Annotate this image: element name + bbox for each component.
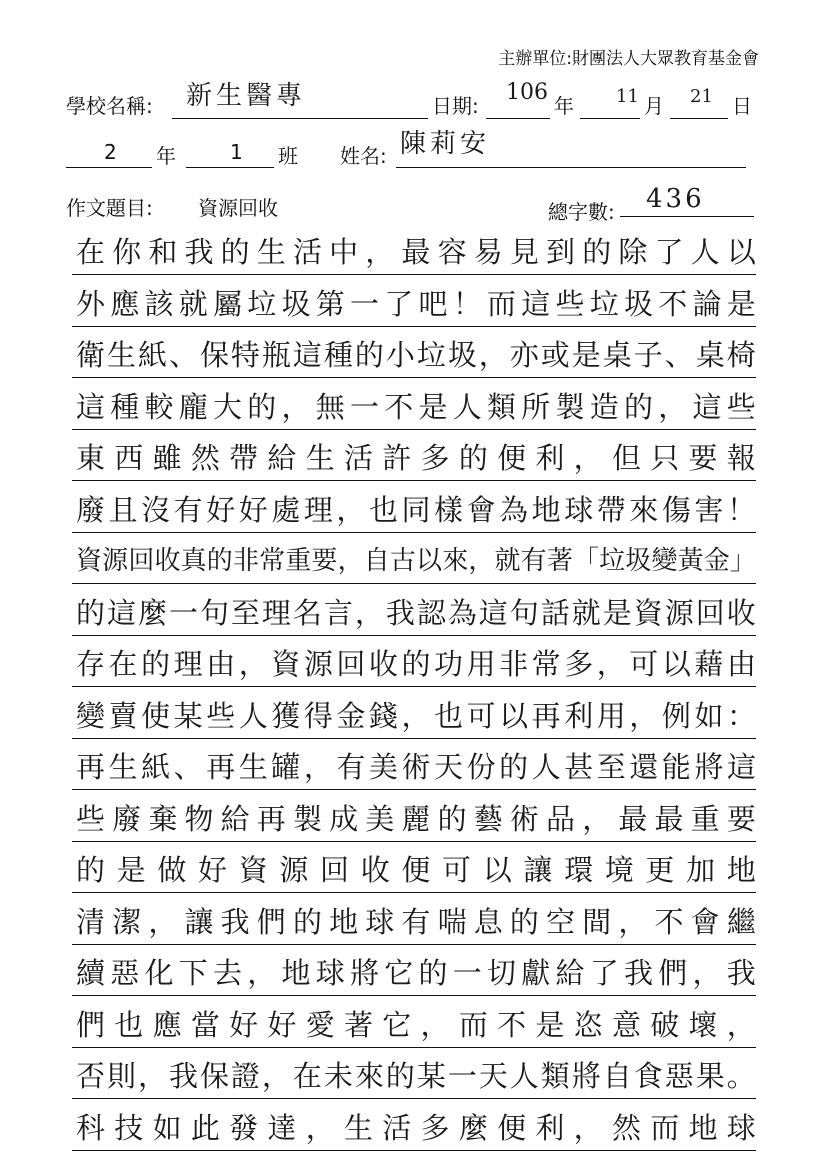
grade-label: 年 [156, 144, 176, 168]
grade-underline [66, 167, 152, 168]
essay-rule-line [72, 789, 756, 790]
essay-rule-line [72, 995, 756, 996]
day-underline [670, 118, 728, 119]
name-underline [396, 167, 746, 168]
essay-rule-line [72, 841, 756, 842]
essay-rule-line [72, 326, 756, 327]
essay-line: 些 廢 棄 物 給 再 製 成 美 麗 的 藝 術 品 ， 最 最 重 要 [76, 801, 756, 836]
essay-rule-line [72, 274, 756, 275]
class-underline [186, 167, 274, 168]
essay-rule-line [72, 686, 756, 687]
organizer-text: 主辦單位:財團法人大眾教育基金會 [498, 49, 759, 69]
wordcount-value: 436 [646, 184, 705, 214]
school-underline [172, 118, 428, 119]
year-underline [486, 118, 550, 119]
essay-line: 清 潔 ， 讓 我 們 的 地 球 有 喘 息 的 空 間 ， 不 會 繼 [76, 904, 756, 939]
month-label: 月 [644, 94, 664, 118]
essay-rule-line [72, 583, 756, 584]
essay-rule-line [72, 1150, 756, 1151]
class-label: 班 [278, 144, 298, 168]
essay-rule-line [72, 532, 756, 533]
essay-line: 衛 生 紙 、 保 特 瓶 這 種 的 小 垃 圾 ， 亦 或 是 桌 子 、 桌 椅 [76, 338, 756, 372]
essay-line: 資 源 回 收 真 的 非 常 重 要 ， 自 古 以 來 ， 就 有 著 「 垃 圾 變 黃 金 」 [76, 546, 756, 576]
essay-line: 否 則 ， 我 保 證 ， 在 未 來 的 某 一 天 人 類 將 自 食 惡 果 。 [76, 1059, 756, 1093]
topic-value: 資源回收 [198, 196, 278, 220]
day-value: 21 [690, 86, 713, 107]
essay-line: 們 也 應 當 好 好 愛 著 它 ， 而 不 是 恣 意 破 壞 ， [76, 1007, 756, 1042]
topic-label: 作文題目: [66, 196, 153, 220]
essay-rule-line [72, 944, 756, 945]
day-label: 日 [732, 94, 752, 118]
essay-rule-line [72, 635, 756, 636]
class-value: 1 [230, 140, 243, 164]
date-label: 日期: [432, 94, 479, 118]
essay-line: 這 種 較 龐 大 的 ， 無 一 不 是 人 類 所 製 造 的 ， 這 些 [76, 389, 756, 424]
essay-rule-line [72, 480, 756, 481]
essay-line: 在 你 和 我 的 生 活 中 ， 最 容 易 見 到 的 除 了 人 以 [76, 235, 756, 269]
month-value: 11 [616, 86, 639, 107]
year-value: 106 [506, 80, 548, 105]
month-underline [580, 118, 640, 119]
essay-line: 再 生 紙 、 再 生 罐 ， 有 美 術 天 份 的 人 甚 至 還 能 將 這 [76, 750, 756, 784]
school-label: 學校名稱: [66, 94, 153, 118]
essay-line: 外 應 該 就 屬 垃 圾 第 一 了 吧 ！ 而 這 些 垃 圾 不 論 是 [76, 286, 756, 321]
essay-line: 的 這 麼 一 句 至 理 名 言 ， 我 認 為 這 句 話 就 是 資 源 回 收 [76, 595, 756, 630]
essay-rule-line [72, 738, 756, 739]
essay-line: 續 惡 化 下 去 ， 地 球 將 它 的 一 切 獻 給 了 我 們 ， 我 [76, 956, 756, 990]
essay-line: 的 是 做 好 資 源 回 收 便 可 以 讓 環 境 更 加 地 [76, 853, 756, 887]
name-label: 姓名: [340, 144, 387, 168]
school-value: 新生醫專 [186, 81, 307, 111]
essay-line: 東 西 雖 然 帶 給 生 活 許 多 的 便 利 ， 但 只 要 報 [76, 441, 756, 475]
wordcount-label: 總字數: [548, 200, 615, 224]
essay-rule-line [72, 1098, 756, 1099]
essay-rule-line [72, 892, 756, 893]
grade-value: 2 [104, 140, 117, 164]
wordcount-underline [620, 216, 754, 217]
essay-rule-line [72, 377, 756, 378]
essay-line: 科 技 如 此 發 達 ， 生 活 多 麼 便 利 ， 然 而 地 球 [76, 1110, 756, 1145]
essay-line: 存 在 的 理 由 ， 資 源 回 收 的 功 用 非 常 多 ， 可 以 藉 由 [76, 647, 756, 681]
name-value: 陳莉安 [400, 129, 491, 159]
essay-line: 變 賣 使 某 些 人 獲 得 金 錢 ， 也 可 以 再 利 用 ， 例 如 ： [76, 698, 756, 733]
essay-line: 廢 且 沒 有 好 好 處 理 ， 也 同 樣 會 為 地 球 帶 來 傷 害 ！ [76, 492, 756, 527]
year-label: 年 [554, 94, 574, 118]
essay-rule-line [72, 429, 756, 430]
essay-rule-line [72, 1047, 756, 1048]
